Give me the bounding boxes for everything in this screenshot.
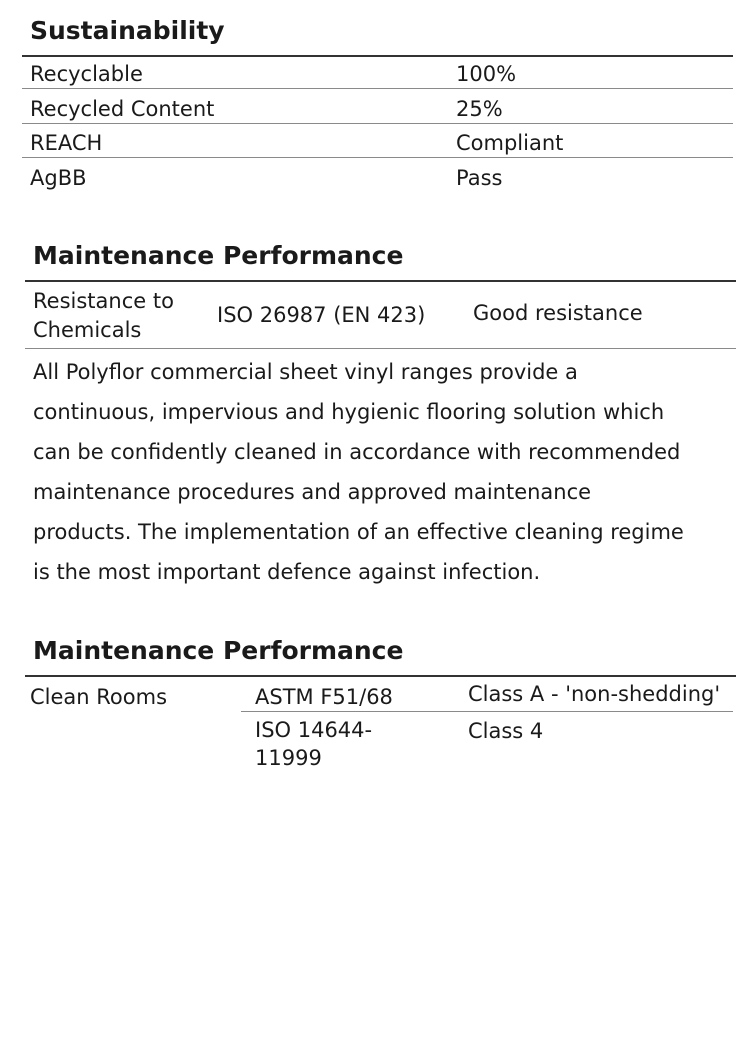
sustainability-label-reach: REACH: [30, 131, 103, 155]
sustainability-top-rule: [22, 55, 733, 57]
maintenance-title: Maintenance Performance: [33, 241, 404, 270]
clean-rooms-top-rule: [25, 675, 736, 677]
maintenance-paragraph: [33, 352, 733, 592]
chemicals-standard: ISO 26987 (EN 423): [217, 303, 426, 327]
paragraph-line: maintenance procedures and approved maintenance: [33, 480, 592, 504]
sustainability-label-recycled-content: Recycled Content: [30, 97, 215, 121]
sustainability-value-agbb: Pass: [456, 166, 503, 190]
sustainability-label-recyclable: Recyclable: [30, 62, 143, 86]
sustainability-row-divider: [22, 88, 733, 89]
sustainability-label-agbb: AgBB: [30, 166, 87, 190]
chemicals-label-line2: Chemicals: [33, 318, 142, 342]
clean-rooms-row-divider: [241, 711, 733, 712]
paragraph-line: products. The implementation of an effective cleaning regime: [33, 520, 684, 544]
chemicals-row-divider: [25, 348, 736, 349]
clean-rooms-standard-iso-line2: 11999: [255, 746, 322, 770]
sustainability-title: Sustainability: [30, 16, 225, 45]
clean-rooms-standard-iso-line1: ISO 14644-: [255, 718, 373, 742]
clean-rooms-result-astm: Class A - 'non-shedding': [468, 682, 721, 706]
sustainability-value-recyclable: 100%: [456, 62, 517, 86]
clean-rooms-section-title: Maintenance Performance: [33, 636, 404, 665]
chemicals-result: Good resistance: [473, 301, 643, 325]
sustainability-row-divider: [22, 123, 733, 124]
sustainability-row-divider: [22, 157, 733, 158]
chemicals-label-line1: Resistance to: [33, 289, 174, 313]
paragraph-line: continuous, impervious and hygienic flooring solution which: [33, 400, 665, 424]
clean-rooms-standard-astm: ASTM F51/68: [255, 685, 393, 709]
paragraph-line: All Polyflor commercial sheet vinyl ranges provide a: [33, 360, 578, 384]
paragraph-line: can be confidently cleaned in accordance with recommended: [33, 440, 681, 464]
sustainability-value-reach: Compliant: [456, 131, 564, 155]
paragraph-line: is the most important defence against infection.: [33, 560, 541, 584]
maintenance-top-rule: [25, 280, 736, 282]
clean-rooms-label: Clean Rooms: [30, 685, 168, 709]
sustainability-value-recycled-content: 25%: [456, 97, 503, 121]
clean-rooms-result-iso: Class 4: [468, 719, 544, 743]
